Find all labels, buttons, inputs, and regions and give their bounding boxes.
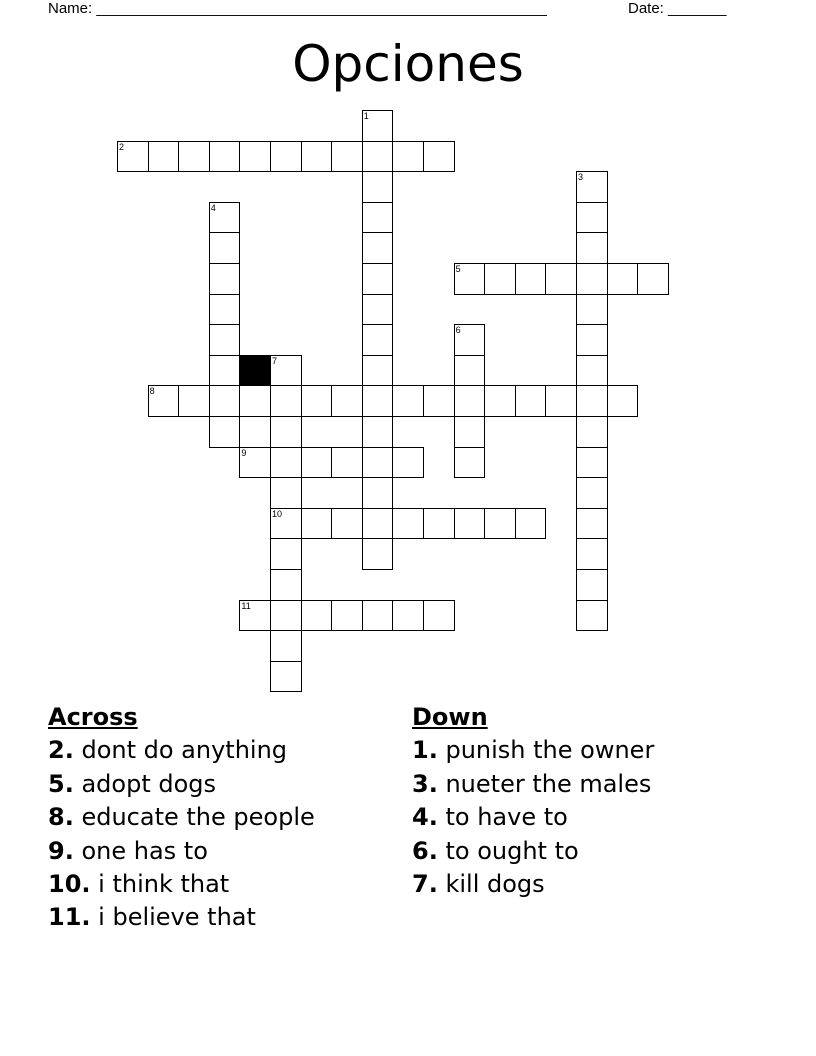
grid-cell[interactable] — [392, 385, 424, 417]
grid-cell[interactable] — [239, 385, 271, 417]
grid-cell[interactable] — [239, 600, 271, 632]
cell-number: 9 — [241, 447, 247, 458]
clue-text: i believe that — [98, 903, 256, 932]
grid-cell[interactable] — [607, 385, 639, 417]
cell-number: 2 — [119, 141, 125, 152]
clue-item — [48, 801, 315, 834]
grid-cell[interactable] — [362, 477, 394, 509]
name-field-label: Name: ______________________________________________________ — [48, 0, 547, 17]
grid-cell[interactable] — [362, 416, 394, 448]
grid-cell[interactable] — [178, 141, 210, 173]
grid-cell[interactable] — [270, 508, 302, 540]
grid-cell[interactable] — [392, 447, 424, 479]
clue-number: 11. — [48, 903, 91, 932]
clue-text: to ought to — [445, 836, 579, 865]
grid-cell[interactable] — [270, 630, 302, 662]
grid-cell[interactable] — [301, 508, 333, 540]
grid-cell[interactable] — [545, 263, 577, 295]
grid-cell[interactable] — [209, 202, 241, 234]
grid-cell[interactable] — [331, 141, 363, 173]
grid-cell[interactable] — [576, 263, 608, 295]
clue-item — [48, 768, 315, 801]
clue-text: nueter the males — [445, 769, 652, 798]
black-cell — [239, 355, 271, 387]
grid-cell[interactable] — [270, 385, 302, 417]
date-field-label: Date: _______ — [628, 0, 727, 17]
grid-cell[interactable] — [301, 447, 333, 479]
grid-cell[interactable] — [331, 600, 363, 632]
grid-cell[interactable] — [484, 385, 516, 417]
grid-cell[interactable] — [117, 141, 149, 173]
grid-cell[interactable] — [362, 294, 394, 326]
grid-cell[interactable] — [454, 263, 486, 295]
grid-cell[interactable] — [576, 294, 608, 326]
across-clues — [48, 701, 315, 935]
cell-number: 11 — [241, 600, 251, 611]
grid-cell[interactable] — [301, 600, 333, 632]
grid-cell[interactable] — [209, 294, 241, 326]
across-heading: Across — [48, 703, 138, 731]
grid-cell[interactable] — [362, 508, 394, 540]
grid-cell[interactable] — [576, 171, 608, 203]
grid-cell[interactable] — [209, 355, 241, 387]
grid-cell[interactable] — [270, 600, 302, 632]
grid-cell[interactable] — [576, 385, 608, 417]
clue-text: punish the owner — [445, 736, 655, 765]
grid-cell[interactable] — [362, 141, 394, 173]
grid-cell[interactable] — [392, 508, 424, 540]
grid-cell[interactable] — [576, 477, 608, 509]
grid-cell[interactable] — [576, 202, 608, 234]
clue-item — [48, 734, 315, 767]
grid-cell[interactable] — [454, 447, 486, 479]
grid-cell[interactable] — [515, 385, 547, 417]
grid-cell[interactable] — [148, 385, 180, 417]
clue-number: 6. — [412, 836, 438, 865]
grid-cell[interactable] — [545, 385, 577, 417]
page-title: Opciones — [292, 35, 524, 93]
grid-cell[interactable] — [392, 600, 424, 632]
grid-cell[interactable] — [239, 447, 271, 479]
grid-cell[interactable] — [576, 538, 608, 570]
grid-cell[interactable] — [362, 232, 394, 264]
clue-number: 8. — [48, 803, 74, 832]
cell-number: 3 — [578, 172, 584, 183]
clue-text: adopt dogs — [81, 769, 217, 798]
cell-number: 5 — [455, 264, 461, 274]
clue-number: 9. — [48, 836, 74, 865]
grid-cell[interactable] — [362, 110, 394, 142]
cell-number: 7 — [272, 355, 278, 366]
grid-cell[interactable] — [209, 263, 241, 295]
grid-cell[interactable] — [270, 661, 302, 693]
grid-cell[interactable] — [423, 141, 455, 173]
clue-text: kill dogs — [445, 870, 545, 899]
grid-cell[interactable] — [301, 385, 333, 417]
grid-cell[interactable] — [454, 508, 486, 540]
grid-cell[interactable] — [209, 324, 241, 356]
grid-cell[interactable] — [637, 263, 669, 295]
grid-cell[interactable] — [607, 263, 639, 295]
clue-number: 2. — [48, 736, 74, 765]
clue-text: to have to — [445, 803, 568, 832]
clue-item — [48, 901, 315, 934]
grid-cell[interactable] — [484, 508, 516, 540]
grid-cell[interactable] — [270, 477, 302, 509]
grid-cell[interactable] — [423, 600, 455, 632]
down-clues — [412, 701, 654, 901]
grid-cell[interactable] — [270, 141, 302, 173]
cell-number: 8 — [149, 386, 155, 397]
grid-cell[interactable] — [209, 232, 241, 264]
grid-cell[interactable] — [331, 447, 363, 479]
grid-cell[interactable] — [362, 447, 394, 479]
grid-cell[interactable] — [270, 538, 302, 570]
grid-cell[interactable] — [270, 447, 302, 479]
clue-text: dont do anything — [81, 736, 288, 765]
cell-number: 4 — [210, 202, 216, 213]
grid-cell[interactable] — [515, 263, 547, 295]
grid-cell[interactable] — [209, 385, 241, 417]
grid-cell[interactable] — [515, 508, 547, 540]
grid-cell[interactable] — [576, 600, 608, 632]
grid-cell[interactable] — [576, 569, 608, 601]
grid-cell[interactable] — [576, 324, 608, 356]
clue-number: 1. — [412, 736, 438, 765]
grid-cell[interactable] — [576, 508, 608, 540]
clue-number: 5. — [48, 769, 74, 798]
grid-cell[interactable] — [484, 263, 516, 295]
grid-cell[interactable] — [362, 202, 394, 234]
grid-cell[interactable] — [423, 385, 455, 417]
clue-text: one has to — [81, 836, 208, 865]
cell-number: 10 — [272, 508, 283, 519]
grid-cell[interactable] — [270, 416, 302, 448]
grid-cell[interactable] — [576, 416, 608, 448]
grid-cell[interactable] — [362, 171, 394, 203]
down-heading: Down — [412, 703, 488, 731]
grid-cell[interactable] — [362, 538, 394, 570]
cell-number: 1 — [363, 111, 369, 121]
clue-item — [48, 835, 315, 868]
clue-number: 4. — [412, 803, 438, 832]
clue-number: 7. — [412, 870, 438, 899]
grid-cell[interactable] — [148, 141, 180, 173]
grid-cell[interactable] — [576, 232, 608, 264]
grid-cell[interactable] — [454, 416, 486, 448]
clue-number: 3. — [412, 769, 438, 798]
grid-cell[interactable] — [209, 141, 241, 173]
grid-cell[interactable] — [454, 385, 486, 417]
grid-cell[interactable] — [209, 416, 241, 448]
clue-item — [48, 868, 315, 901]
grid-cell[interactable] — [392, 141, 424, 173]
grid-cell[interactable] — [362, 385, 394, 417]
grid-cell[interactable] — [331, 508, 363, 540]
grid-cell[interactable] — [454, 324, 486, 356]
cell-number: 6 — [455, 325, 461, 336]
grid-cell[interactable] — [178, 385, 210, 417]
clue-text: educate the people — [81, 803, 315, 832]
grid-cell[interactable] — [270, 355, 302, 387]
clue-number: 10. — [48, 870, 91, 899]
grid-cell[interactable] — [362, 324, 394, 356]
clue-item — [412, 801, 654, 834]
grid-cell[interactable] — [576, 447, 608, 479]
clue-item — [412, 734, 654, 767]
grid-cell[interactable] — [362, 355, 394, 387]
clue-text: i think that — [98, 870, 230, 899]
grid-cell[interactable] — [362, 600, 394, 632]
clue-item — [412, 835, 654, 868]
grid-cell[interactable] — [270, 569, 302, 601]
grid-cell[interactable] — [454, 355, 486, 387]
grid-cell[interactable] — [239, 141, 271, 173]
clue-item — [412, 768, 654, 801]
grid-cell[interactable] — [301, 141, 333, 173]
grid-cell[interactable] — [423, 508, 455, 540]
clue-item — [412, 868, 654, 901]
grid-cell[interactable] — [576, 355, 608, 387]
grid-cell[interactable] — [331, 385, 363, 417]
grid-cell[interactable] — [362, 263, 394, 295]
